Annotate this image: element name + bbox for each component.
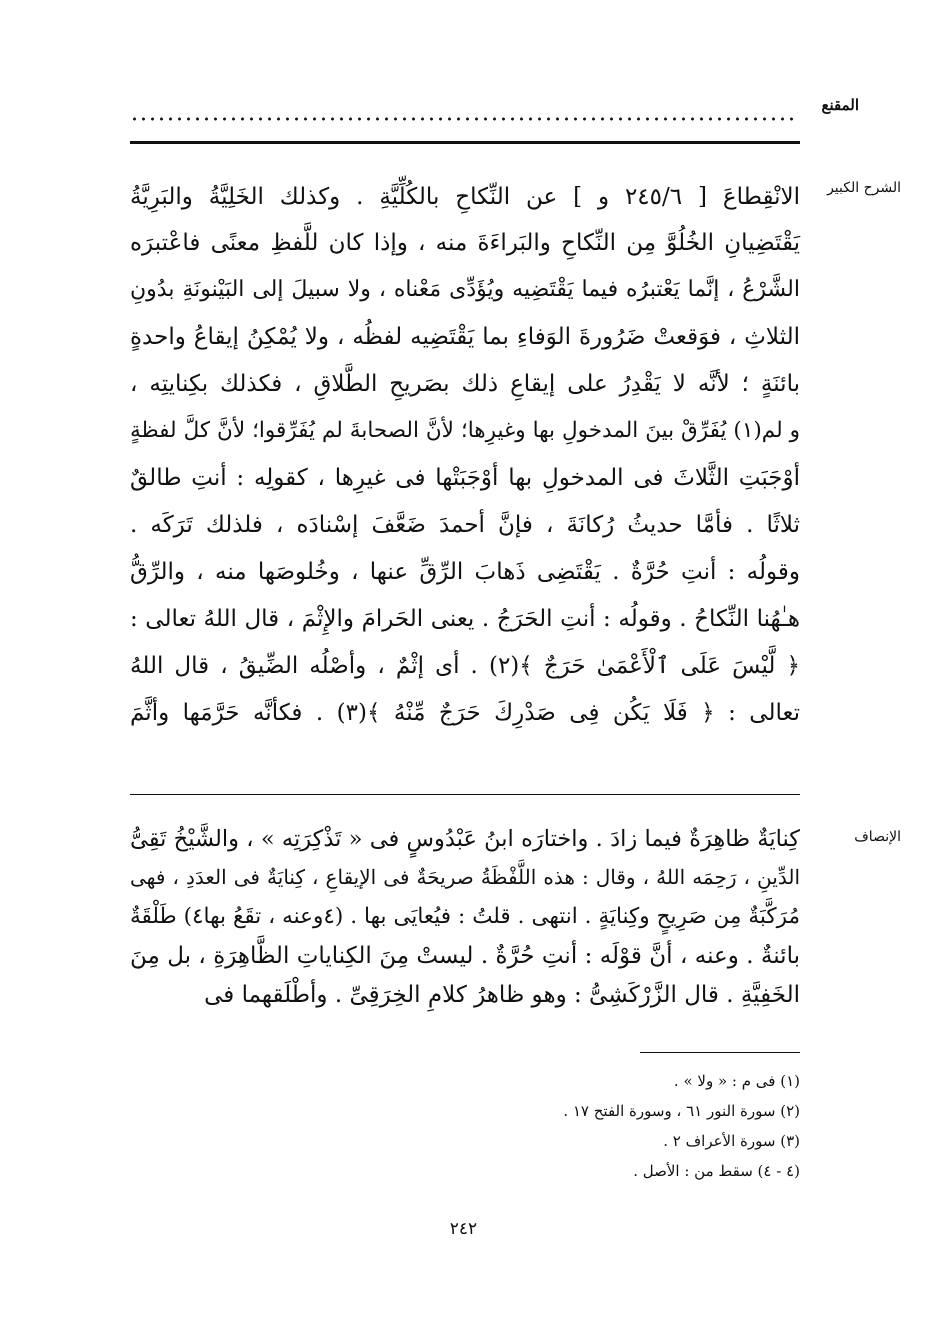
- sharh-line-7: أوْجَبَتِ الثَّلاثَ فى المدخولِ بها أوْجَبَتْها فى غيرِها ، كقولِه : أنتِ طالقٌ: [130, 465, 800, 491]
- insaf-line-1: كِنايَةٌ ظاهِرَةٌ فيما زادَ . واختارَه ابنُ عَبْدُوسٍ فى « تَذْكِرَتِه » ، والشَّيْخُ تَقِىُّ: [130, 826, 800, 852]
- sharh-line-3: الشَّرْعُ ، إنَّما يَعْتبرُه فيما يَقْتَضِيه ويُؤَدِّى مَعْناه ، ولا سبيلَ إلى البَيْنونَةِ بدُونِ: [130, 277, 800, 302]
- sharh-line-11: ﴿ لَّيْسَ عَلَى ٱلْأَعْمَىٰ حَرَجٌ ﴾(٢) . أى إثْمٌ ، وأصْلُه الضِّيقُ ، قال اللهُ: [130, 653, 800, 679]
- sharh-line-12: تعالى : ﴿ فَلَا يَكُن فِى صَدْرِكَ حَرَجٌ مِّنْهُ ﴾(٣) . فكأنَّه حَرَّمَها وأثَّمَ: [130, 700, 800, 726]
- footnote-4: (٤ - ٤) سقط من : الأصل .: [633, 1162, 800, 1180]
- footnote-3: (٣) سورة الأعراف ٢ .: [663, 1132, 800, 1150]
- insaf-line-3: مُرَكَّبَةٌ مِن صَرِيحٍ وكِنايَةٍ . انتهى . قلتُ : فيُعايَى بها . (٤وعنه ، تقَعُ بها٤) طَلْقَةٌ: [130, 904, 800, 929]
- insaf-section-label: الإنصاف: [854, 829, 901, 845]
- sharh-line-2: يَقْتَضِيانِ الخُلُوَّ مِن النِّكاحِ والبَراءَةَ منه ، وإذا كان للَّفظِ معنًى فاعْتبرَه: [130, 230, 800, 256]
- insaf-line-2: الدِّينِ ، رَحِمَه اللهُ ، وقال : هذه اللَّفْظَةُ صريحَةٌ فى الإيقاعِ ، كِنايَةٌ فى العدَدِ ، فهى: [130, 865, 800, 889]
- sharh-line-6: و لم(١) يُفَرِّقْ بينَ المدخولِ بها وغيرِها؛ لأنَّ الصحابةَ لم يُفَرِّقوا؛ لأنَّ كلَّ لفظةٍ: [130, 418, 800, 443]
- insaf-line-5: الخَفِيَّةِ . قال الزَّرْكَشِىُّ : وهو ظاهرُ كلامِ الخِرَقِىِّ . وأطْلَقهما فى: [204, 982, 800, 1008]
- sharh-line-4: الثلاثِ ، فوَقعتْ ضَرُورةَ الوَفاءِ بما يَقْتَضِيه لفظُه ، ولا يُمْكِنُ إيقاعُ واحدةٍ: [130, 324, 800, 350]
- footnotes-block: [130, 0, 800, 1344]
- footnote-2: (٢) سورة النور ٦١ ، وسورة الفتح ١٧ .: [563, 1102, 800, 1120]
- sharh-line-10: هـٰهُنا النِّكاحُ . وقولُه : أنتِ الحَرَجُ . يعنى الحَرامَ والإِثْمَ ، قال اللهُ تعالى :: [130, 606, 800, 632]
- sharh-line-1: الانْقِطاعَ [ ٢٤٥/٦ و ] عن النِّكاحِ بالكُلِّيَّةِ . وكذلك الخَلِيَّةُ والبَرِيَّةُ: [130, 184, 800, 210]
- footnote-1: (١) فى م : « ولا » .: [673, 1072, 800, 1090]
- insaf-line-4: بائنةٌ . وعنه ، أنَّ قوْلَه : أنتِ حُرَّةٌ . ليستْ مِنَ الكِناياتِ الظَّاهِرَةِ ، بل مِنَ: [130, 943, 800, 969]
- book-title-header: المقنع: [821, 96, 859, 114]
- sharh-section-label: الشرح الكبير: [827, 180, 901, 196]
- page-number: ٢٤٢: [449, 1219, 478, 1239]
- sharh-line-9: وقولُه : أنتِ حُرَّةٌ . يَقْتَضِى ذَهابَ الرِّقِّ عنها ، وخُلوصَها منه ، والرِّقُّ: [130, 559, 800, 585]
- sharh-line-8: ثلاثًا . فأمَّا حديثُ رُكانَةَ ، فإنَّ أحمدَ ضَعَّفَ إسْنادَه ، فلذلك تَرَكَه .: [130, 512, 800, 538]
- sharh-line-5: بائنَةٍ ؛ لأنَّه لا يَقْدِرُ على إيقاعِ ذلك بصَريحِ الطَّلاقِ ، فكذلك بكِنايتِه ،: [130, 371, 800, 397]
